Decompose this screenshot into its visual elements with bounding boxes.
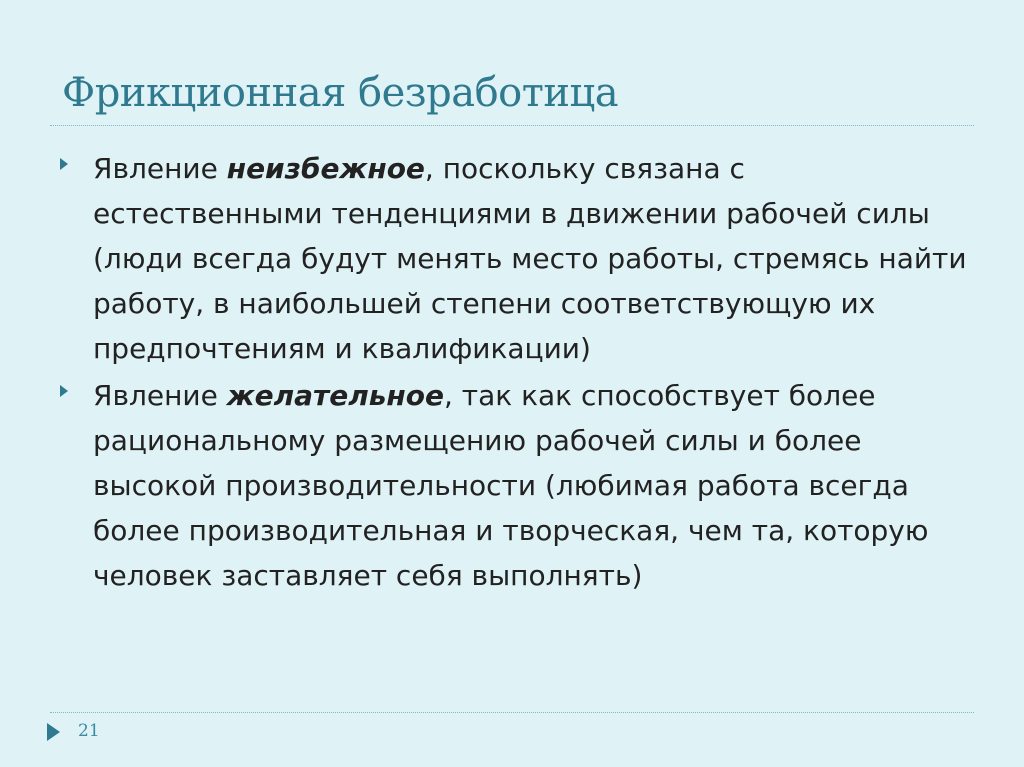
bullet-item xyxy=(58,146,978,371)
bullet-prefix: Явление xyxy=(93,379,227,412)
footer-divider xyxy=(50,712,974,713)
triangle-bullet-icon xyxy=(60,385,68,397)
triangle-footer-icon xyxy=(47,723,60,741)
bullet-text xyxy=(93,146,978,371)
slide-title: Фрикционная безработица xyxy=(62,70,619,116)
bullet-prefix: Явление xyxy=(93,152,227,185)
bullet-list xyxy=(58,146,978,600)
page-number: 21 xyxy=(78,721,100,741)
bullet-text xyxy=(93,373,978,598)
bullet-emphasis: неизбежное xyxy=(226,152,425,185)
bullet-suffix: , так как способствует более рациональному размещению рабочей силы и более высокой производительности (любимая работа всегда более производительная и творческая, чем та, которую человек заставляет себя выполнять) xyxy=(93,379,929,592)
bullet-item xyxy=(58,373,978,598)
triangle-bullet-icon xyxy=(60,158,68,170)
title-divider xyxy=(50,125,974,126)
bullet-emphasis: желательное xyxy=(226,379,444,412)
bullet-suffix: , поскольку связана с естественными тенденциями в движении рабочей силы (люди всегда будут менять место работы, стремясь найти работу, в наибольшей степени соответствующую их предпочтениям и квалификации) xyxy=(93,152,967,365)
